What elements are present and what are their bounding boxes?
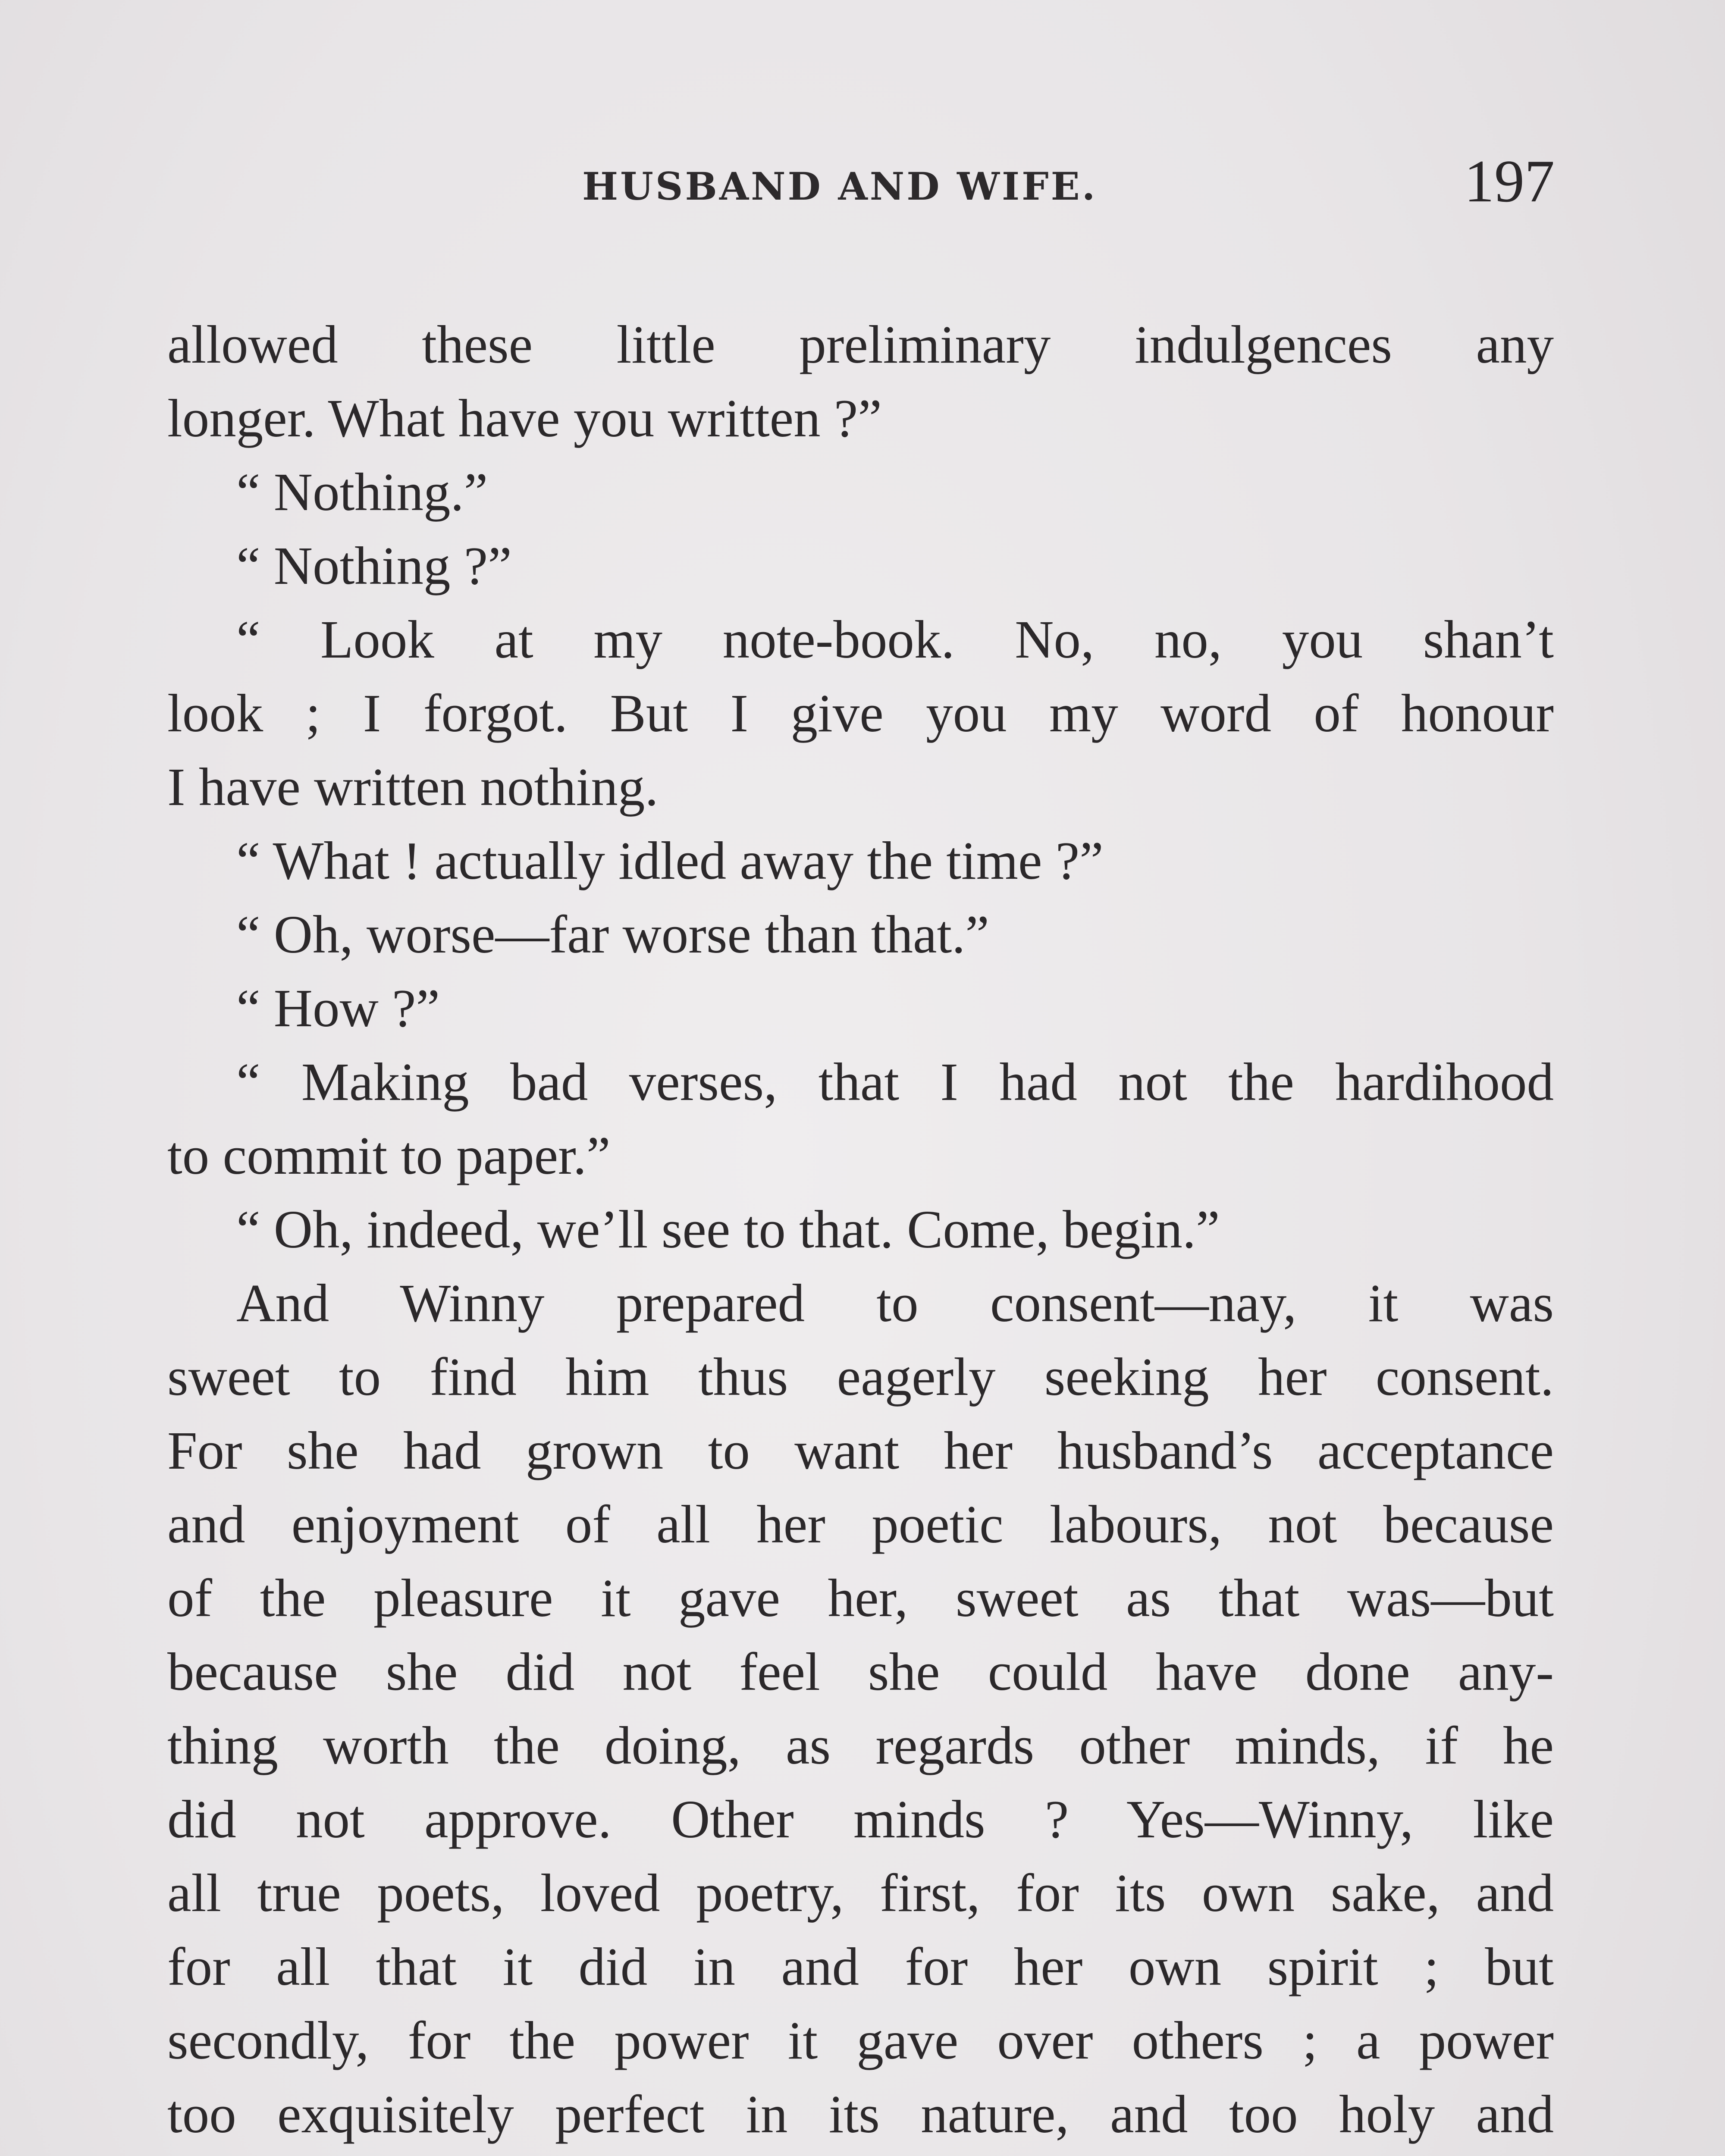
- text-line: thing worth the doing, as regards other minds, if he: [167, 1716, 1554, 1776]
- page-number: 197: [1464, 148, 1555, 215]
- text-line: “ Nothing.”: [236, 463, 488, 522]
- text-line: “ What ! actually idled away the time ?”: [236, 831, 1104, 891]
- text-line: I have written nothing.: [167, 758, 659, 817]
- text-line: [167, 2152, 1554, 2156]
- text-line: allowed these little preliminary indulgences any: [167, 315, 1554, 375]
- text-line: sweet to find him thus eagerly seeking her consent.: [167, 1348, 1554, 1407]
- text-line: for all that it did in and for her own spirit ; but: [167, 1937, 1554, 1997]
- text-line: longer. What have you written ?”: [167, 389, 882, 448]
- text-line: And Winny prepared to consent—nay, it was: [236, 1274, 1554, 1333]
- body-text: [167, 308, 1554, 2156]
- text-line: and enjoyment of all her poetic labours, not because: [167, 1495, 1554, 1554]
- text-line: “ Oh, worse—far worse than that.”: [236, 905, 989, 965]
- text-line: “ How ?”: [236, 979, 440, 1038]
- text-line: did not approve. Other minds ? Yes—Winny, like: [167, 1790, 1554, 1849]
- text-line: “ Nothing ?”: [236, 536, 512, 596]
- text-line: look ; I forgot. But I give you my word of honour: [167, 684, 1554, 743]
- text-line: because she did not feel she could have done any-: [167, 1642, 1554, 1702]
- text-line: “ Look at my note-book. No, no, you shan’t: [236, 610, 1554, 670]
- text-line: For she had grown to want her husband’s acceptance: [167, 1421, 1554, 1481]
- text-line: of the pleasure it gave her, sweet as that was—but: [167, 1569, 1554, 1628]
- text-line: too exquisitely perfect in its nature, and too holy and: [167, 2085, 1554, 2144]
- text-line: secondly, for the power it gave over others ; a power: [167, 2011, 1554, 2071]
- text-line: “ Making bad verses, that I had not the hardihood: [236, 1053, 1554, 1112]
- text-line: “ Oh, indeed, we’ll see to that. Come, begin.”: [236, 1200, 1220, 1260]
- running-head: HUSBAND AND WIFE.: [582, 164, 1098, 209]
- text-line: to commit to paper.”: [167, 1126, 611, 1186]
- text-line: all true poets, loved poetry, first, for its own sake, and: [167, 1864, 1554, 1923]
